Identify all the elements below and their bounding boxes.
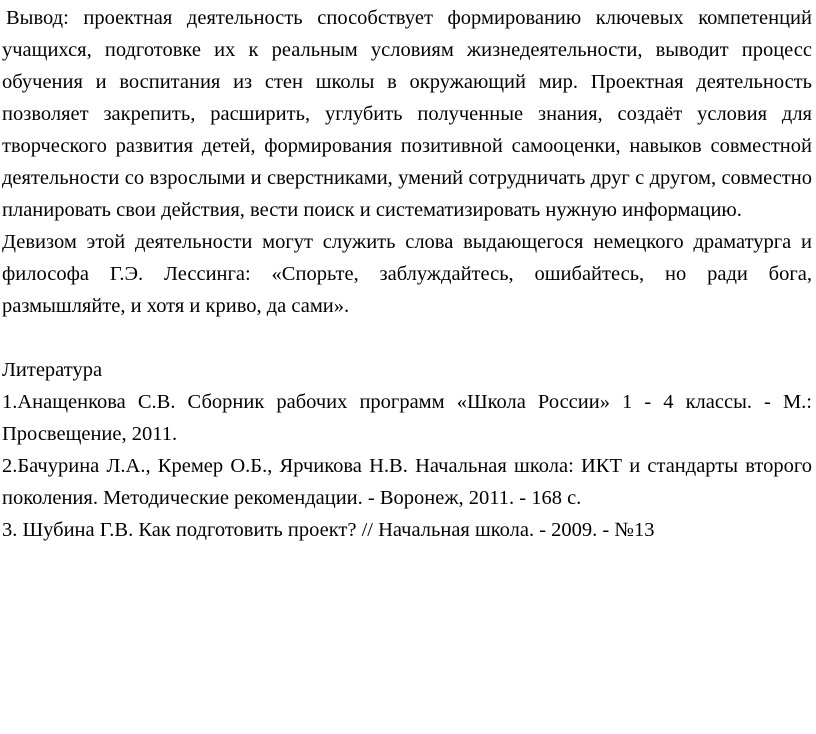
paragraph-spacer bbox=[2, 322, 812, 354]
document-body bbox=[2, 0, 812, 546]
motto-paragraph: Девизом этой деятельности могут служить слова выдающегося немецкого драматурга и философа Г.Э. Лессинга: «Спорьте, заблуждайтесь, ошибайтесь, но ради бога, размышляйте, и хотя и криво, да сами». bbox=[2, 231, 812, 317]
conclusion-paragraph: Вывод: проектная деятельность способствует формированию ключевых компетенций учащихся, подготовке их к реальным условиям жизнедеятельности, выводит процесс обучения и воспитания из стен школы в окружающий мир. Проектная деятельность позволяет закрепить, расширить, углубить полученные знания, создаёт условия для творческого развития детей, формирования позитивной самооценки, навыков совместной деятельности со взрослыми и сверстниками, умений сотрудничать друг с другом, совместно планировать свои действия, вести поиск и систематизировать нужную информацию. bbox=[2, 7, 812, 221]
references-heading: Литература bbox=[2, 359, 103, 381]
reference-item-2: 2.Бачурина Л.А., Кремер О.Б., Ярчикова Н.В. Начальная школа: ИКТ и стандарты второго поколения. Методические рекомендации. - Воронеж, 2011. - 168 с. bbox=[2, 455, 812, 509]
reference-item-3: 3. Шубина Г.В. Как подготовить проект? // Начальная школа. - 2009. - №13 bbox=[2, 519, 655, 541]
reference-item-1: 1.Анащенкова С.В. Сборник рабочих программ «Школа России» 1 - 4 классы. - М.: Просвещение, 2011. bbox=[2, 391, 812, 445]
